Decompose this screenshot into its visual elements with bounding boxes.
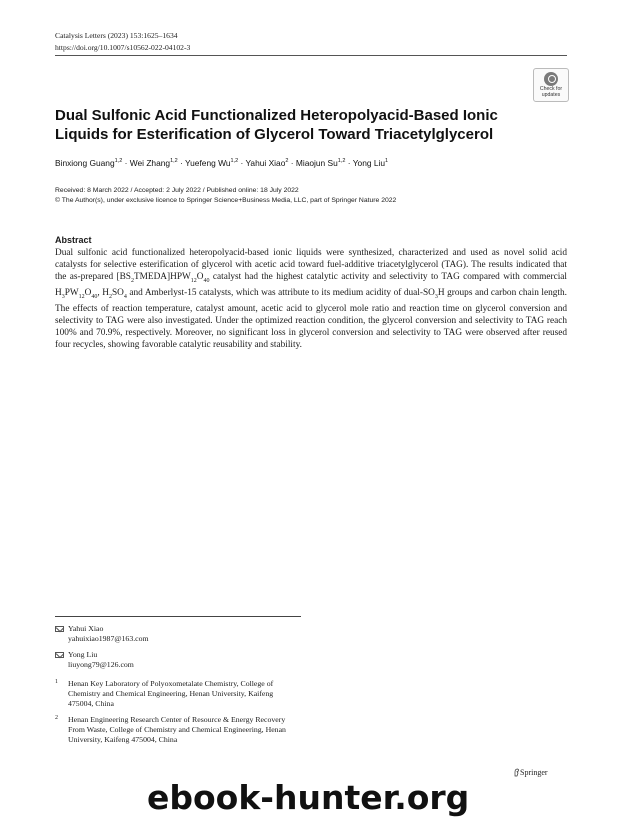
check-for-updates-badge[interactable] — [533, 68, 569, 102]
article-title: Dual Sulfonic Acid Functionalized Heteropolyacid-Based Ionic Liquids for Esterification of Glycerol Toward Triacetylglycerol — [55, 107, 498, 143]
journal-citation: Catalysis Letters (2023) 153:1625–1634 — [55, 31, 178, 40]
watermark: ebook-hunter.org — [147, 778, 470, 817]
publisher-logo-text: Springer — [520, 768, 548, 777]
abstract-text: Dual sulfonic acid functionalized heteropolyacid-based ionic liquids were synthesized, characterized and used as novel solid acid catalysts for selective esterification of glycerol with acetic acid toward fuel-additive triacetylglycerol (TAG). The results indicated that the as-prepared $[BS_2TMEDA]HPW_{12}O_{40}$ catalyst had the highest catalytic activity and selectivity to TAG compared with commercial $H_3PW_{12}O_{40}$, $H_2SO_4$ and Amberlyst-15 catalysts, which was attribute to its medium acidity of dual-$SO_3H$ groups and carbon chain length. The effects of reaction temperature, catalyst amount, acetic acid to glycerol mole ratio and reaction time on glycerol conversion and selectivity to TAG were also investigated. Under the optimized reaction condition, the glycerol conversion and selectivity to TAG reach 100% and 70.9%, respectively. Moreover, no significant loss in glycerol conversion and selectivity to TAG were observed after reused four recycles, showing favorable catalytic reusability and stability. — [55, 248, 567, 351]
author-affiliation-mark: 1,2 — [337, 158, 346, 165]
correspondent-name: Yong Liu — [68, 650, 98, 659]
affiliation-number: 1 — [55, 679, 58, 685]
author-name[interactable]: Miaojun Su — [295, 158, 338, 168]
author-separator: · — [177, 158, 186, 168]
author-affiliation-mark: 1,2 — [230, 158, 239, 165]
author-name[interactable]: Yahui Xiao — [245, 158, 286, 168]
badge-label-line1: Check for — [539, 86, 563, 92]
check-for-updates-icon — [544, 72, 558, 86]
correspondent-name: Yahui Xiao — [68, 624, 104, 633]
header-rule — [55, 55, 567, 56]
author-separator: · — [345, 158, 353, 168]
publication-dates: Received: 8 March 2022 / Accepted: 2 July 2022 / Published online: 18 July 2022 — [55, 187, 299, 194]
correspondent-email[interactable]: yahuixiao1987@163.com — [68, 634, 149, 643]
affiliation-text: Henan Engineering Research Center of Resource & Energy Recovery From Waste, College of Chemistry and Chemical Engineering, Henan University, Kaifeng 475004, China — [68, 715, 286, 744]
author-name[interactable]: Wei Zhang — [129, 158, 171, 168]
badge-label-line2: updates — [541, 91, 561, 98]
author-list — [55, 158, 388, 168]
author-name[interactable]: Binxiong Guang — [55, 158, 115, 168]
author-affiliation-mark: 2 — [285, 158, 289, 165]
envelope-icon — [55, 652, 64, 658]
affiliation-text: Henan Key Laboratory of Polyoxometalate Chemistry, College of Chemistry and Chemical Engineering, Henan University, Kaifeng 475004, China — [68, 679, 274, 708]
author-affiliation-mark: 1,2 — [170, 158, 178, 165]
doi-link[interactable]: https://doi.org/10.1007/s10562-022-04102-3 — [55, 43, 191, 52]
affiliation-number: 2 — [55, 715, 58, 721]
author-affiliation-mark: 1 — [385, 158, 389, 165]
envelope-icon — [55, 626, 64, 632]
footnote-rule — [55, 616, 301, 617]
correspondent-email[interactable]: liuyong79@126.com — [68, 660, 134, 669]
author-name[interactable]: Yong Liu — [352, 158, 386, 168]
copyright-notice: © The Author(s), under exclusive licence to Springer Science+Business Media, LLC, part of Springer Nature 2022 — [55, 197, 397, 204]
author-name[interactable]: Yuefeng Wu — [185, 158, 231, 168]
author-affiliation-mark: 1,2 — [114, 158, 123, 165]
author-separator: · — [122, 158, 130, 168]
author-separator: · — [288, 158, 296, 168]
abstract-heading: Abstract — [55, 235, 92, 245]
author-separator: · — [238, 158, 246, 168]
